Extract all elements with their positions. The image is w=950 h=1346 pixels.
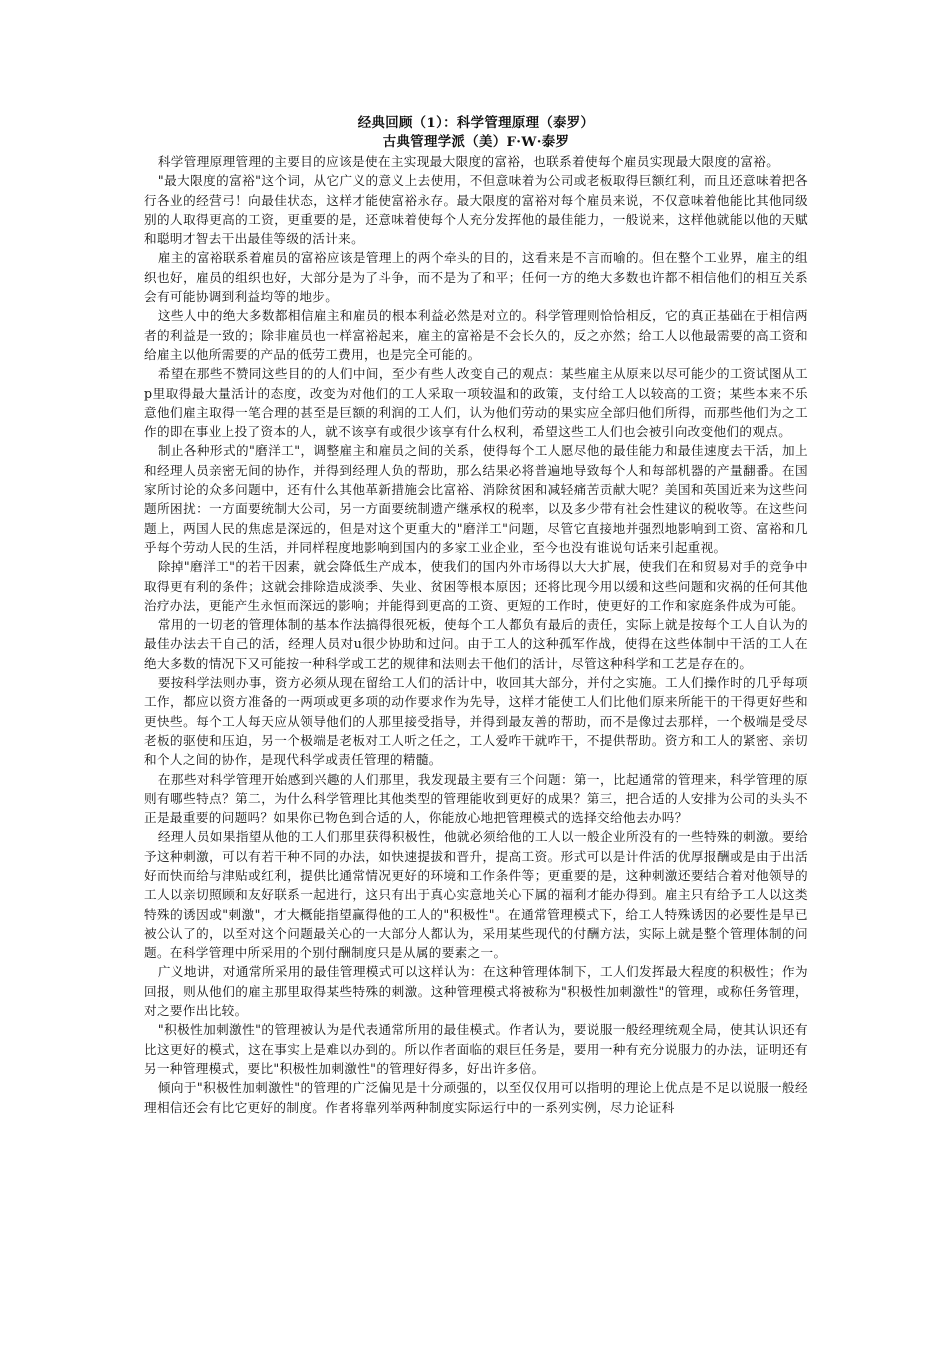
paragraph-8: 常用的一切老的管理体制的基本作法搞得很死板，使每个工人都负有最后的责任，实际上就是按每个工人自认为的最佳办法去干自己的活，经理人员对u很少协助和过问。由于工人的这种孤军作战，使得在这些体制中干活的工人在绝大多数的情况下又可能按一种科学或工艺的规律和法则去干他们的活计，尽管这种科学和工艺是存在的。	[144, 617, 808, 671]
paragraph-2: "最大限度的富裕"这个词，从它广义的意义上去使用，不但意味着为公司或老板取得巨额红利，而且还意味着把各行各业的经营弓！向最佳状态，这样才能使富裕永存。最大限度的富裕对每个雇员来说，不仅意味着他能比其他同级别的人取得更高的工资，更重要的是，还意味着使每个人充分发挥他的最佳能力，一般说来，这样他就能以他的天赋和聪明才智去干出最佳等级的活计来。	[144, 173, 808, 247]
document-page	[144, 114, 808, 1117]
paragraph-12: 广义地讲，对通常所采用的最佳管理模式可以这样认为：在这种管理体制下，工人们发挥最大程度的积极性；作为回报，则从他们的雇主那里取得某些特殊的刺激。这种管理模式将被称为"积极性加刺激性"的管理，或称任务管理，对之要作出比较。	[144, 964, 808, 1019]
paragraph-3: 雇主的富裕联系着雇员的富裕应该是管理上的两个牵头的目的，这看来是不言而喻的。但在整个工业界，雇主的组织也好，雇员的组织也好，大部分是为了斗争，而不是为了和平；任何一方的绝大多数也许都不相信他们的相互关系会有可能协调到利益均等的地步。	[144, 250, 808, 305]
paragraph-4: 这些人中的绝大多数都相信雇主和雇员的根本利益必然是对立的。科学管理则恰恰相反，它的真正基础在于相信两者的利益是一致的；除非雇员也一样富裕起来，雇主的富裕是不会长久的，反之亦然；给工人以他最需要的高工资和给雇主以他所需要的产品的低劳工费用，也是完全可能的。	[144, 308, 808, 362]
paragraph-6: 制止各种形式的"磨洋工"，调整雇主和雇员之间的关系，使得每个工人愿尽他的最佳能力和最佳速度去干活，加上和经理人员亲密无间的协作，并得到经理人负的帮助，那么结果必将普遍地导致每个人和每部机器的产量翻番。在国家所讨论的众多问题中，还有什么其他革新措施会比富裕、消除贫困和减轻痛苦贡献大呢？美国和英国近来为这些问题所困扰：一方面要统制大公司，另一方面要统制遗产继承权的税率，以及多少带有社会性建议的税收等。在这些问题上，两国人民的焦虑是深远的，但是对这个更重大的"磨洋工"问题，尽管它直接地并强烈地影响到工资、富裕和几乎每个劳动人民的生活，并同样程度地影响到国内的多家工业企业，至今也没有谁说句话来引起重视。	[144, 443, 808, 555]
paragraph-5: 希望在那些不赞同这些目的的人们中间，至少有些人改变自己的观点：某些雇主从原来以尽可能少的工资试图从工p里取得最大量活计的态度，改变为对他们的工人采取一项较温和的政策，支付给工人以较高的工资；某些本来不乐意他们雇主取得一笔合理的甚至是巨额的利润的工人们，认为他们劳动的果实应全部归他们所得，而那些他们为之工作的即在事业上投了资本的人，就不该享有或很少该享有什么权利，希望这些工人们也会被引向改变他们的观点。	[144, 366, 808, 440]
paragraph-11: 经理人员如果指望从他的工人们那里获得积极性，他就必须给他的工人以一般企业所没有的一些特殊的刺激。要给予这种刺激，可以有若干种不同的办法，如快速提拔和晋升，提高工资。形式可以是计件活的优厚报酬或是由于出活好而快而给与津贴或红利，提供比通常情况更好的环境和工作条件等；更重要的是，这种刺激还要结合着对他领导的工人以亲切照顾和友好联系一起进行，这只有出于真心实意地关心下属的福利才能办得到。雇主只有给予工人以这类特殊的诱因或"刺激"，才大概能指望赢得他的工人的"积极性"。在通常管理模式下，给工人特殊诱因的必要性是早已被公认了的，以至对这个问题最关心的一大部分人都认为，采用某些现代的付酬方法，实际上就是整个管理体制的问题。在科学管理中所采用的个别付酬制度只是从属的要素之一。	[144, 829, 808, 961]
paragraph-7: 除掉"磨洋工"的若干因素，就会降低生产成本，使我们的国内外市场得以大大扩展，使我们在和贸易对手的竞争中取得更有利的条件；这就会排除造成淡季、失业、贫困等根本原因；还将比现今用以缓和这些问题和灾祸的任何其他治疗办法，更能产生永恒而深远的影响；并能得到更高的工资、更短的工作时，使更好的工作和家庭条件成为可能。	[144, 559, 808, 613]
paragraph-10: 在那些对科学管理开始感到兴趣的人们那里，我发现最主要有三个问题：第一，比起通常的管理来，科学管理的原则有哪些特点？第二，为什么科学管理比其他类型的管理能收到更好的成果？第三，把合适的人安排为公司的头头不正是最重要的问题吗？如果你已物色到合适的人，你能放心地把管理模式的选择交给他去办吗？	[144, 771, 808, 826]
paragraph-14: 倾向于"积极性加刺激性"的管理的广泛偏见是十分顽强的，以至仅仅用可以指明的理论上优点是不足以说服一般经理相信还会有比它更好的制度。作者将靠列举两种制度实际运行中的一系列实例，尽力论证科	[144, 1080, 808, 1115]
document-title: 经典回顾（1）：科学管理原理（泰罗）	[357, 115, 595, 131]
paragraph-13: "积极性加刺激性"的管理被认为是代表通常所用的最佳模式。作者认为，要说服一般经理统观全局，使其认识还有比这更好的模式，这在事实上是难以办到的。所以作者面临的艰巨任务是，要用一种有充分说服力的办法，证明还有另一种管理模式，要比"积极性加刺激性"的管理好得多，好出许多倍。	[144, 1022, 808, 1076]
document-subtitle: 古典管理学派（美）F·W·泰罗	[382, 134, 570, 150]
paragraph-1: 科学管理原理管理的主要目的应该是使在主实现最大限度的富裕，也联系着使每个雇员实现最大限度的富裕。	[157, 154, 780, 169]
paragraph-9: 要按科学法则办事，资方必须从现在留给工人们的活计中，收回其大部分，并付之实施。工人们操作时的几乎每项工作，都应以资方准备的一两项或更多项的动作要求作为先导，这样才能使工人们比他们原来所能干的干得更好些和更快些。每个工人每天应从领导他们的人那里接受指导，并得到最友善的帮助，而不是像过去那样，一个极端是受尽老板的驱使和压迫，另一个极端是老板对工人听之任之，工人爱咋干就咋干，不提供帮助。资方和工人的紧密、亲切和个人之间的协作，是现代科学或责任管理的精髓。	[144, 675, 808, 768]
